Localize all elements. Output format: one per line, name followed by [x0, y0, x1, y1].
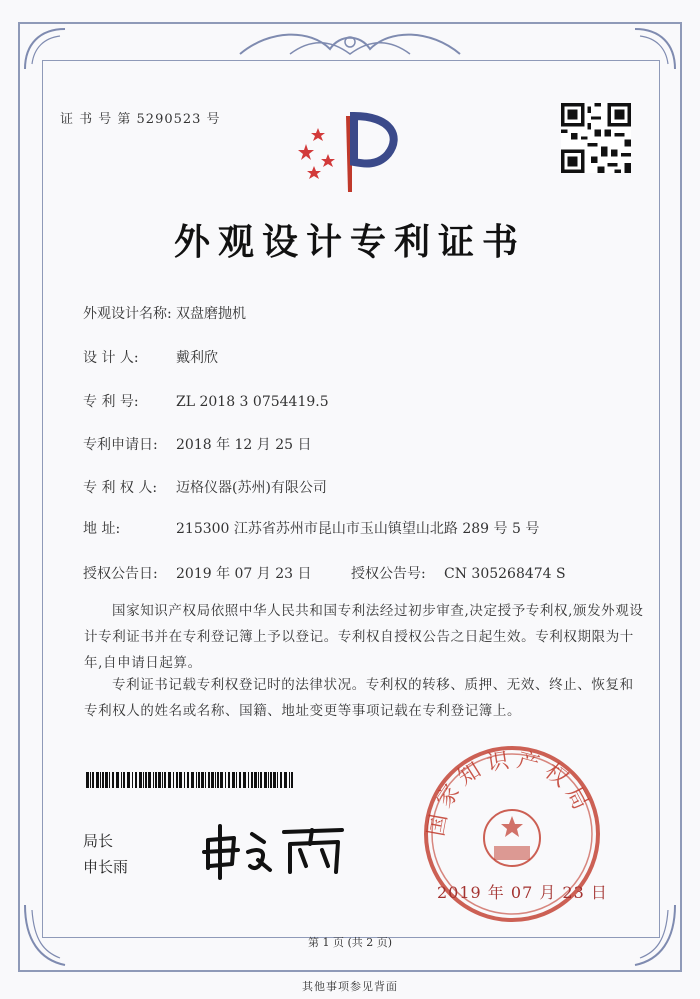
handwritten-signature — [200, 820, 350, 880]
design-name-label: 外观设计名称: — [83, 306, 172, 322]
page-number: 第 1 页 (共 2 页) — [307, 936, 393, 949]
designer-value: 戴利欣 — [176, 350, 218, 366]
filing-date-label: 专利申请日: — [83, 437, 158, 453]
patent-number-row — [83, 391, 329, 411]
page-title: 外观设计专利证书 — [173, 222, 526, 263]
grant-number-label: 授权公告号: — [351, 566, 426, 582]
corner-ornament-tl — [20, 24, 70, 74]
footer-note: 其他事项参见背面 — [302, 980, 398, 993]
patentee-row — [83, 477, 327, 497]
barcode — [86, 772, 296, 788]
director-name: 申长雨 — [83, 858, 129, 876]
corner-ornament-tr — [630, 24, 680, 74]
seal-text: 国家知识产权局 — [423, 747, 596, 839]
patentee-label: 专 利 权 人: — [83, 480, 158, 496]
grant-date-row — [83, 563, 312, 583]
address-label: 地 址: — [83, 521, 121, 537]
certificate-number: 证 书 号 第 5290523 号 — [60, 112, 221, 127]
grant-number-value: CN 305268474 S — [444, 566, 566, 582]
design-name-value: 双盘磨抛机 — [176, 306, 246, 322]
grant-date-value: 2019 年 07 月 23 日 — [176, 566, 312, 582]
seal-date: 2019 年 07 月 23 日 — [437, 883, 608, 902]
qr-code — [561, 103, 631, 173]
patent-number-label: 专 利 号: — [83, 394, 139, 410]
designer-label: 设 计 人: — [83, 350, 139, 366]
top-ornament — [230, 24, 470, 64]
patent-office-logo — [290, 106, 410, 196]
patentee-value: 迈格仪器(苏州)有限公司 — [176, 480, 327, 496]
paragraph-grant-statement: 国家知识产权局依照中华人民共和国专利法经过初步审查,决定授予专利权,颁发外观设计专利证书并在专利登记簿上予以登记。专利权自授权公告之日起生效。专利权期限为十年,自申请日起算。 — [84, 603, 644, 671]
address-row — [83, 518, 539, 538]
director-title: 局长 — [83, 832, 114, 850]
design-name-row — [83, 303, 246, 323]
designer-row — [83, 347, 218, 367]
filing-date-row — [83, 434, 312, 454]
address-value: 215300 江苏省苏州市昆山市玉山镇望山北路 289 号 5 号 — [176, 521, 540, 537]
paragraph-legal-status: 专利证书记载专利权登记时的法律状况。专利权的转移、质押、无效、终止、恢复和专利权人的姓名或名称、国籍、地址变更等事项记载在专利登记簿上。 — [84, 677, 634, 719]
filing-date-value: 2018 年 12 月 25 日 — [176, 437, 312, 453]
grant-number-row — [351, 563, 566, 583]
grant-date-label: 授权公告日: — [83, 566, 158, 582]
patent-number-value: ZL 2018 3 0754419.5 — [176, 394, 329, 410]
